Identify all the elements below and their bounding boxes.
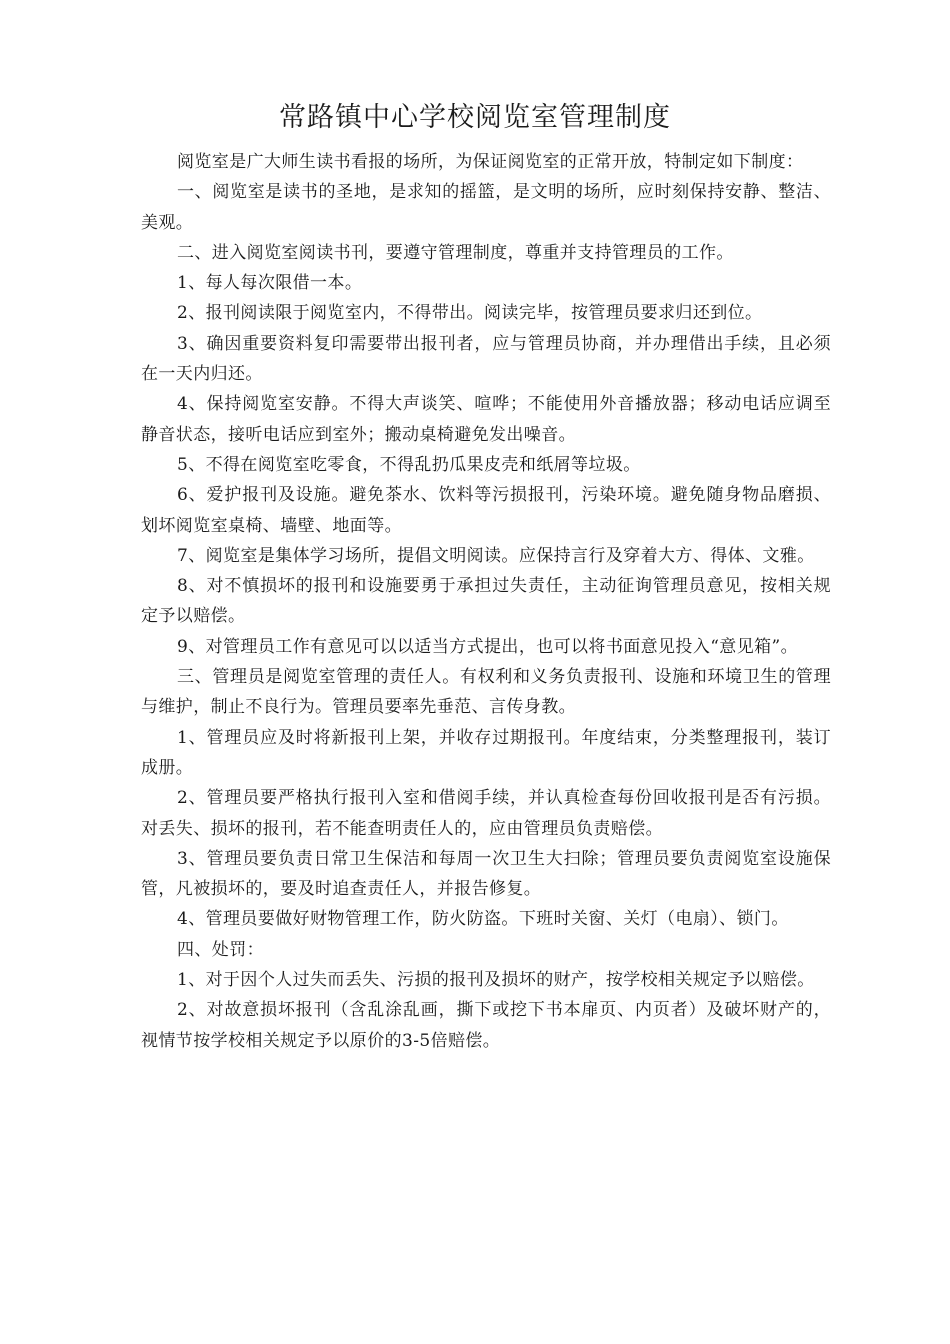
paragraph-item: 1、每人每次限借一本。	[177, 273, 363, 294]
paragraph-item: 7、阅览室是集体学习场所，提倡文明阅读。应保持言行及穿着大方、得体、文雅。	[177, 545, 815, 566]
paragraph-item: 4、管理员要做好财物管理工作，防火防盗。下班时关窗、关灯（电扇）、锁门。	[177, 909, 789, 930]
paragraph-item: 6、爱护报刊及设施。避免茶水、饮料等污损报刊，污染环境。避免随身物品磨损、划坏阅览室桌椅、墙壁、地面等。	[141, 485, 831, 536]
paragraph-item: 3、管理员要负责日常卫生保洁和每周一次卫生大扫除；管理员要负责阅览室设施保管，凡被损坏的，要及时追查责任人，并报告修复。	[141, 848, 831, 900]
paragraph-item: 8、对不慎损坏的报刊和设施要勇于承担过失责任，主动征询管理员意见，按相关规定予以赔偿。	[141, 576, 831, 627]
paragraph-item: 2、管理员要严格执行报刊入室和借阅手续，并认真检查每份回收报刊是否有污损。对丢失、损坏的报刊，若不能查明责任人的，应由管理员负责赔偿。	[141, 788, 831, 839]
paragraph-item: 4、保持阅览室安静。不得大声谈笑、喧哗；不能使用外音播放器；移动电话应调至静音状态，接听电话应到室外；搬动桌椅避免发出噪音。	[141, 394, 831, 445]
paragraph-section-2: 二、进入阅览室阅读书刊，要遵守管理制度，尊重并支持管理员的工作。	[177, 242, 734, 263]
paragraph-item: 1、对于因个人过失而丢失、污损的报刊及损坏的财产，按学校相关规定予以赔偿。	[177, 970, 815, 991]
paragraph-section-3: 三、管理员是阅览室管理的责任人。有权利和义务负责报刊、设施和环境卫生的管理与维护，制止不良行为。管理员要率先垂范、言传身教。	[141, 667, 831, 718]
document-body	[141, 147, 831, 1056]
paragraph-intro: 阅览室是广大师生读书看报的场所，为保证阅览室的正常开放，特制定如下制度：	[177, 152, 804, 172]
document-title: 常路镇中心学校阅览室管理制度	[279, 102, 671, 133]
paragraph-item: 5、不得在阅览室吃零食，不得乱扔瓜果皮壳和纸屑等垃圾。	[177, 454, 641, 475]
paragraph-section-1: 一、阅览室是读书的圣地，是求知的摇篮，是文明的场所，应时刻保持安静、整洁、美观。	[141, 182, 831, 233]
paragraph-section-4: 四、处罚：	[177, 939, 264, 960]
paragraph-item: 3、确因重要资料复印需要带出报刊者，应与管理员协商，并办理借出手续，且必须在一天内归还。	[141, 333, 831, 385]
paragraph-item: 2、报刊阅读限于阅览室内，不得带出。阅读完毕，按管理员要求归还到位。	[177, 303, 763, 324]
paragraph-item: 1、管理员应及时将新报刊上架，并收存过期报刊。年度结束，分类整理报刊，装订成册。	[141, 727, 831, 778]
paragraph-item: 9、对管理员工作有意见可以以适当方式提出，也可以将书面意见投入“意见箱”。	[177, 636, 798, 657]
paragraph-item: 2、对故意损坏报刊（含乱涂乱画，撕下或挖下书本扉页、内页者）及破坏财产的，视情节按学校相关规定予以原价的3-5倍赔偿。	[141, 1000, 831, 1051]
